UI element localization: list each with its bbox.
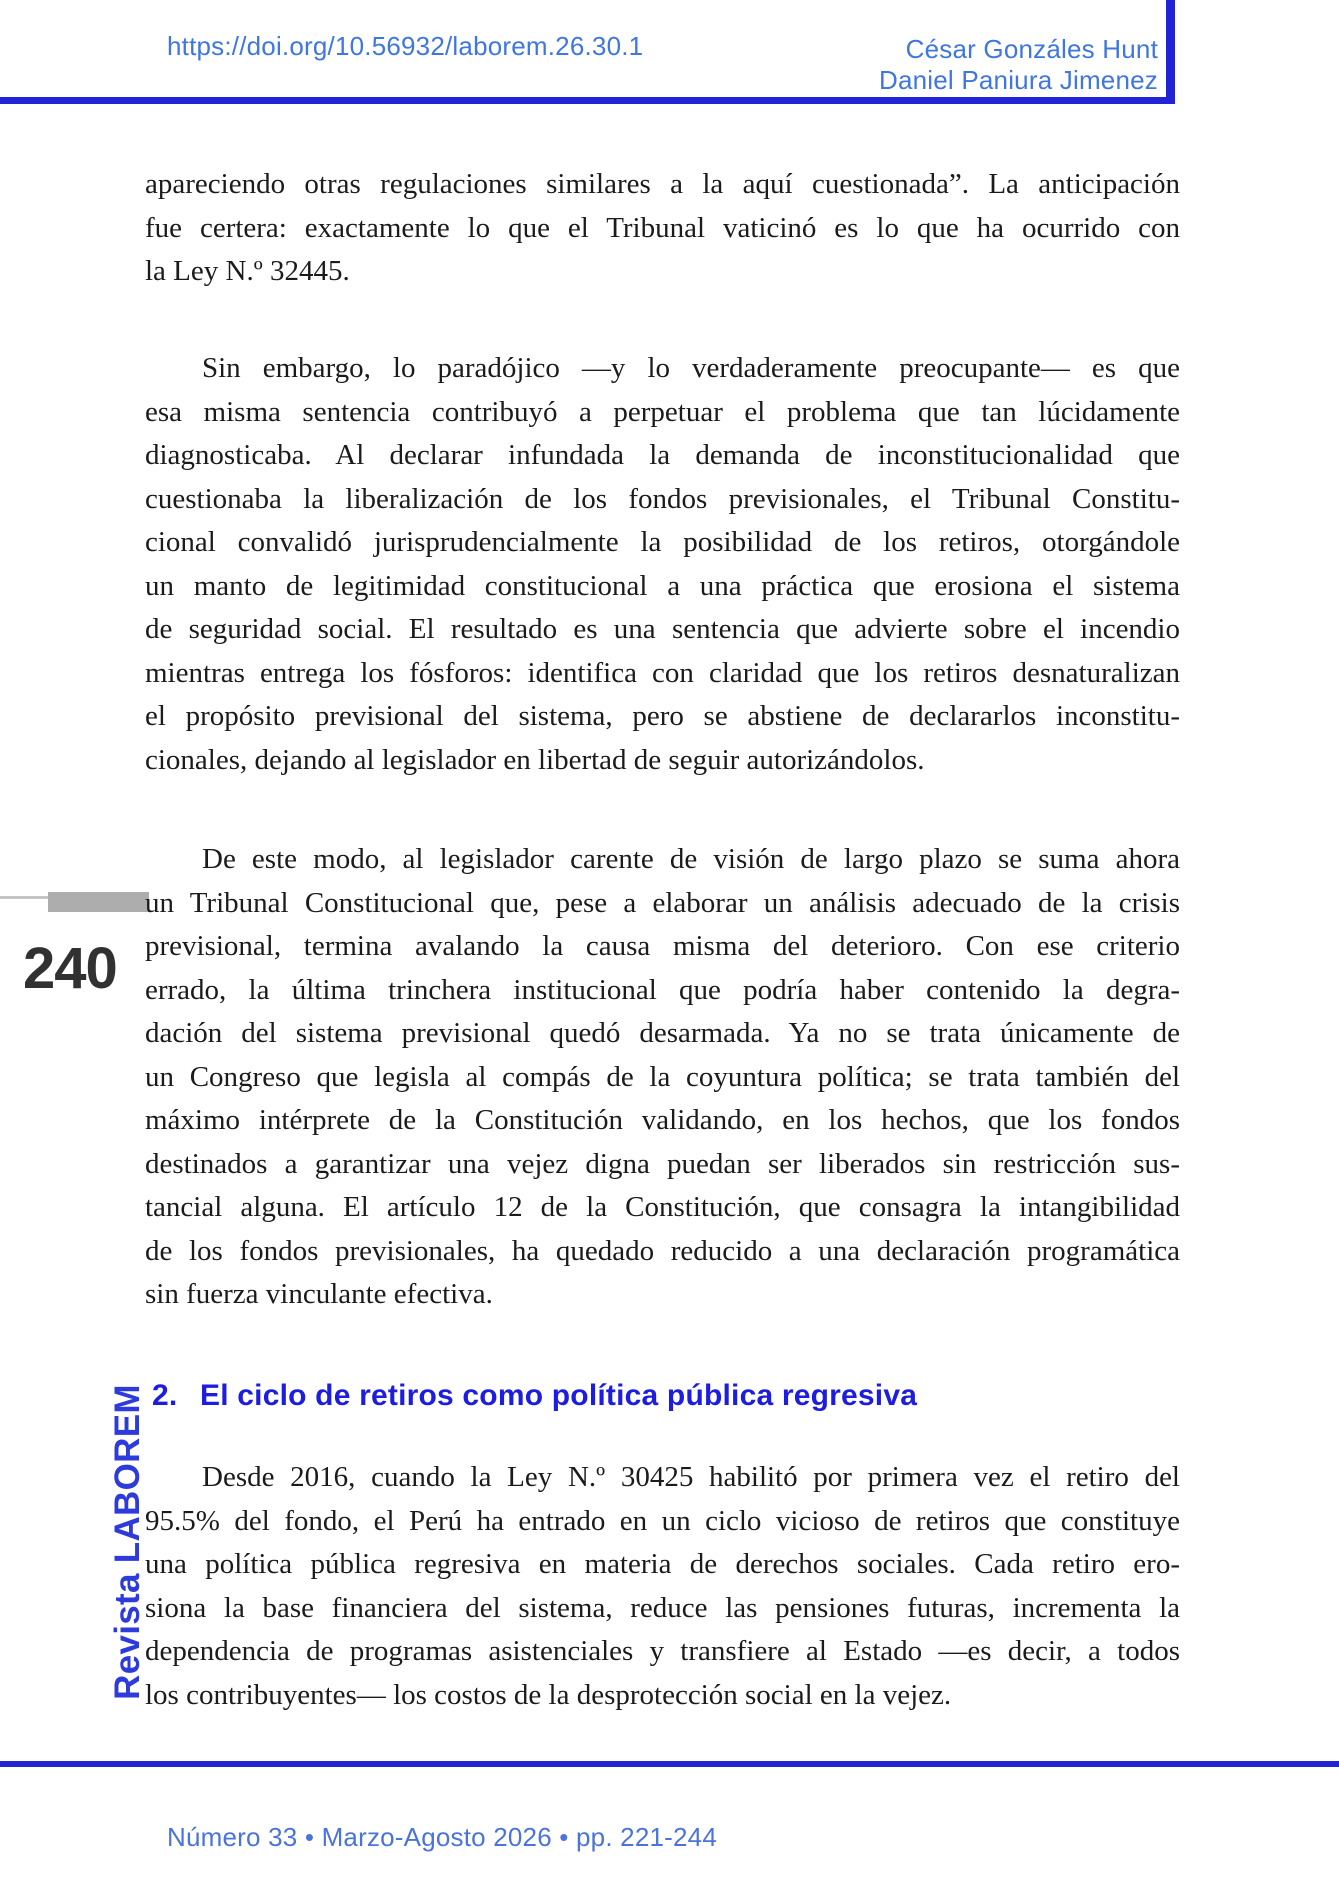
text-line: los contribuyentes— los costos de la desprotección social en la vejez.: [145, 1678, 952, 1711]
section-number: 2.: [152, 1379, 178, 1412]
header-rule: [0, 97, 1175, 104]
doi-link[interactable]: https://doi.org/10.56932/laborem.26.30.1: [167, 31, 644, 61]
journal-name-vertical: Revista LABOREM: [108, 1384, 147, 1700]
text-line: cuestionaba la liberalización de los fondos previsionales, el Tribunal Constitu-: [145, 482, 1180, 515]
text-line: un Tribunal Constitucional que, pese a elaborar un análisis adecuado de la crisis: [145, 886, 1180, 919]
text-line: de los fondos previsionales, ha quedado reducido a una declaración programática: [145, 1234, 1180, 1267]
text-line: el propósito previsional del sistema, pero se abstiene de declararlos inconstitu-: [145, 700, 1180, 732]
text-line: dación del sistema previsional quedó desarmada. Ya no se trata únicamente de: [145, 1017, 1180, 1049]
text-line: cional convalidó jurisprudencialmente la posibilidad de los retiros, otorgándole: [145, 526, 1180, 558]
text-line: De este modo, al legislador carente de visión de largo plazo se suma ahora: [202, 843, 1180, 875]
text-line: destinados a garantizar una vejez digna puedan ser liberados sin restricción sus-: [145, 1147, 1180, 1180]
text-line: previsional, termina avalando la causa misma del deterioro. Con ese criterio: [145, 930, 1180, 962]
header-corner-bar: [1166, 0, 1175, 104]
author-names: [879, 34, 1158, 96]
text-line: siona la base financiera del sistema, reduce las pensiones futuras, incrementa la: [145, 1591, 1180, 1624]
text-line: un manto de legitimidad constitucional a una práctica que erosiona el sistema: [145, 569, 1180, 602]
text-line: Sin embargo, lo paradójico —y lo verdaderamente preocupante— es que: [202, 352, 1180, 384]
body-paragraph: [145, 347, 1180, 782]
text-line: sin fuerza vinculante efectiva.: [145, 1278, 493, 1310]
text-line: máximo intérprete de la Constitución validando, en los hechos, que los fondos: [145, 1104, 1180, 1136]
section-heading: [152, 1379, 1182, 1413]
text-line: errado, la última trinchera institucional que podría haber contenido la degra-: [145, 973, 1180, 1006]
text-line: tancial alguna. El artículo 12 de la Constitución, que consagra la intangibilidad: [145, 1191, 1180, 1223]
text-line: 95.5% del fondo, el Perú ha entrado en un ciclo vicioso de retiros que constituye: [145, 1504, 1180, 1537]
text-line: diagnosticaba. Al declarar infundada la demanda de inconstitucionalidad que: [145, 439, 1180, 471]
text-line: un Congreso que legisla al compás de la coyuntura política; se trata también del: [145, 1060, 1180, 1093]
text-line: mientras entrega los fósforos: identifica con claridad que los retiros desnaturalizan: [145, 656, 1180, 689]
page-number-bar: [48, 892, 149, 912]
page-number-tick-line: [0, 896, 52, 899]
text-line: dependencia de programas asistenciales y transfiere al Estado —es decir, a todos: [145, 1635, 1180, 1667]
section-title: El ciclo de retiros como política pública regresiva: [200, 1379, 918, 1412]
text-line: apareciendo otras regulaciones similares a la aquí cuestionada”. La anticipación: [145, 168, 1180, 200]
body-paragraph: [145, 163, 1180, 294]
text-line: esa misma sentencia contribuyó a perpetuar el problema que tan lúcidamente: [145, 395, 1180, 428]
footer-rule: [0, 1761, 1339, 1767]
body-paragraph: [145, 1456, 1180, 1717]
author-name: Daniel Paniura Jimenez: [879, 65, 1158, 95]
text-line: cionales, dejando al legislador en libertad de seguir autorizándolos.: [145, 743, 925, 776]
text-line: la Ley N.º 32445.: [145, 255, 350, 287]
body-paragraph: [145, 838, 1180, 1317]
text-line: fue certera: exactamente lo que el Tribunal vaticinó es lo que ha ocurrido con: [145, 211, 1180, 244]
author-name: César Gonzáles Hunt: [905, 34, 1158, 64]
text-line: una política pública regresiva en materia de derechos sociales. Cada retiro ero-: [145, 1548, 1180, 1580]
text-line: de seguridad social. El resultado es una sentencia que advierte sobre el incendio: [145, 613, 1180, 645]
footer-issue-info: Número 33 • Marzo-Agosto 2026 • pp. 221-244: [167, 1822, 718, 1852]
page-number: 240: [23, 936, 117, 1001]
text-line: Desde 2016, cuando la Ley N.º 30425 habilitó por primera vez el retiro del: [202, 1461, 1180, 1493]
